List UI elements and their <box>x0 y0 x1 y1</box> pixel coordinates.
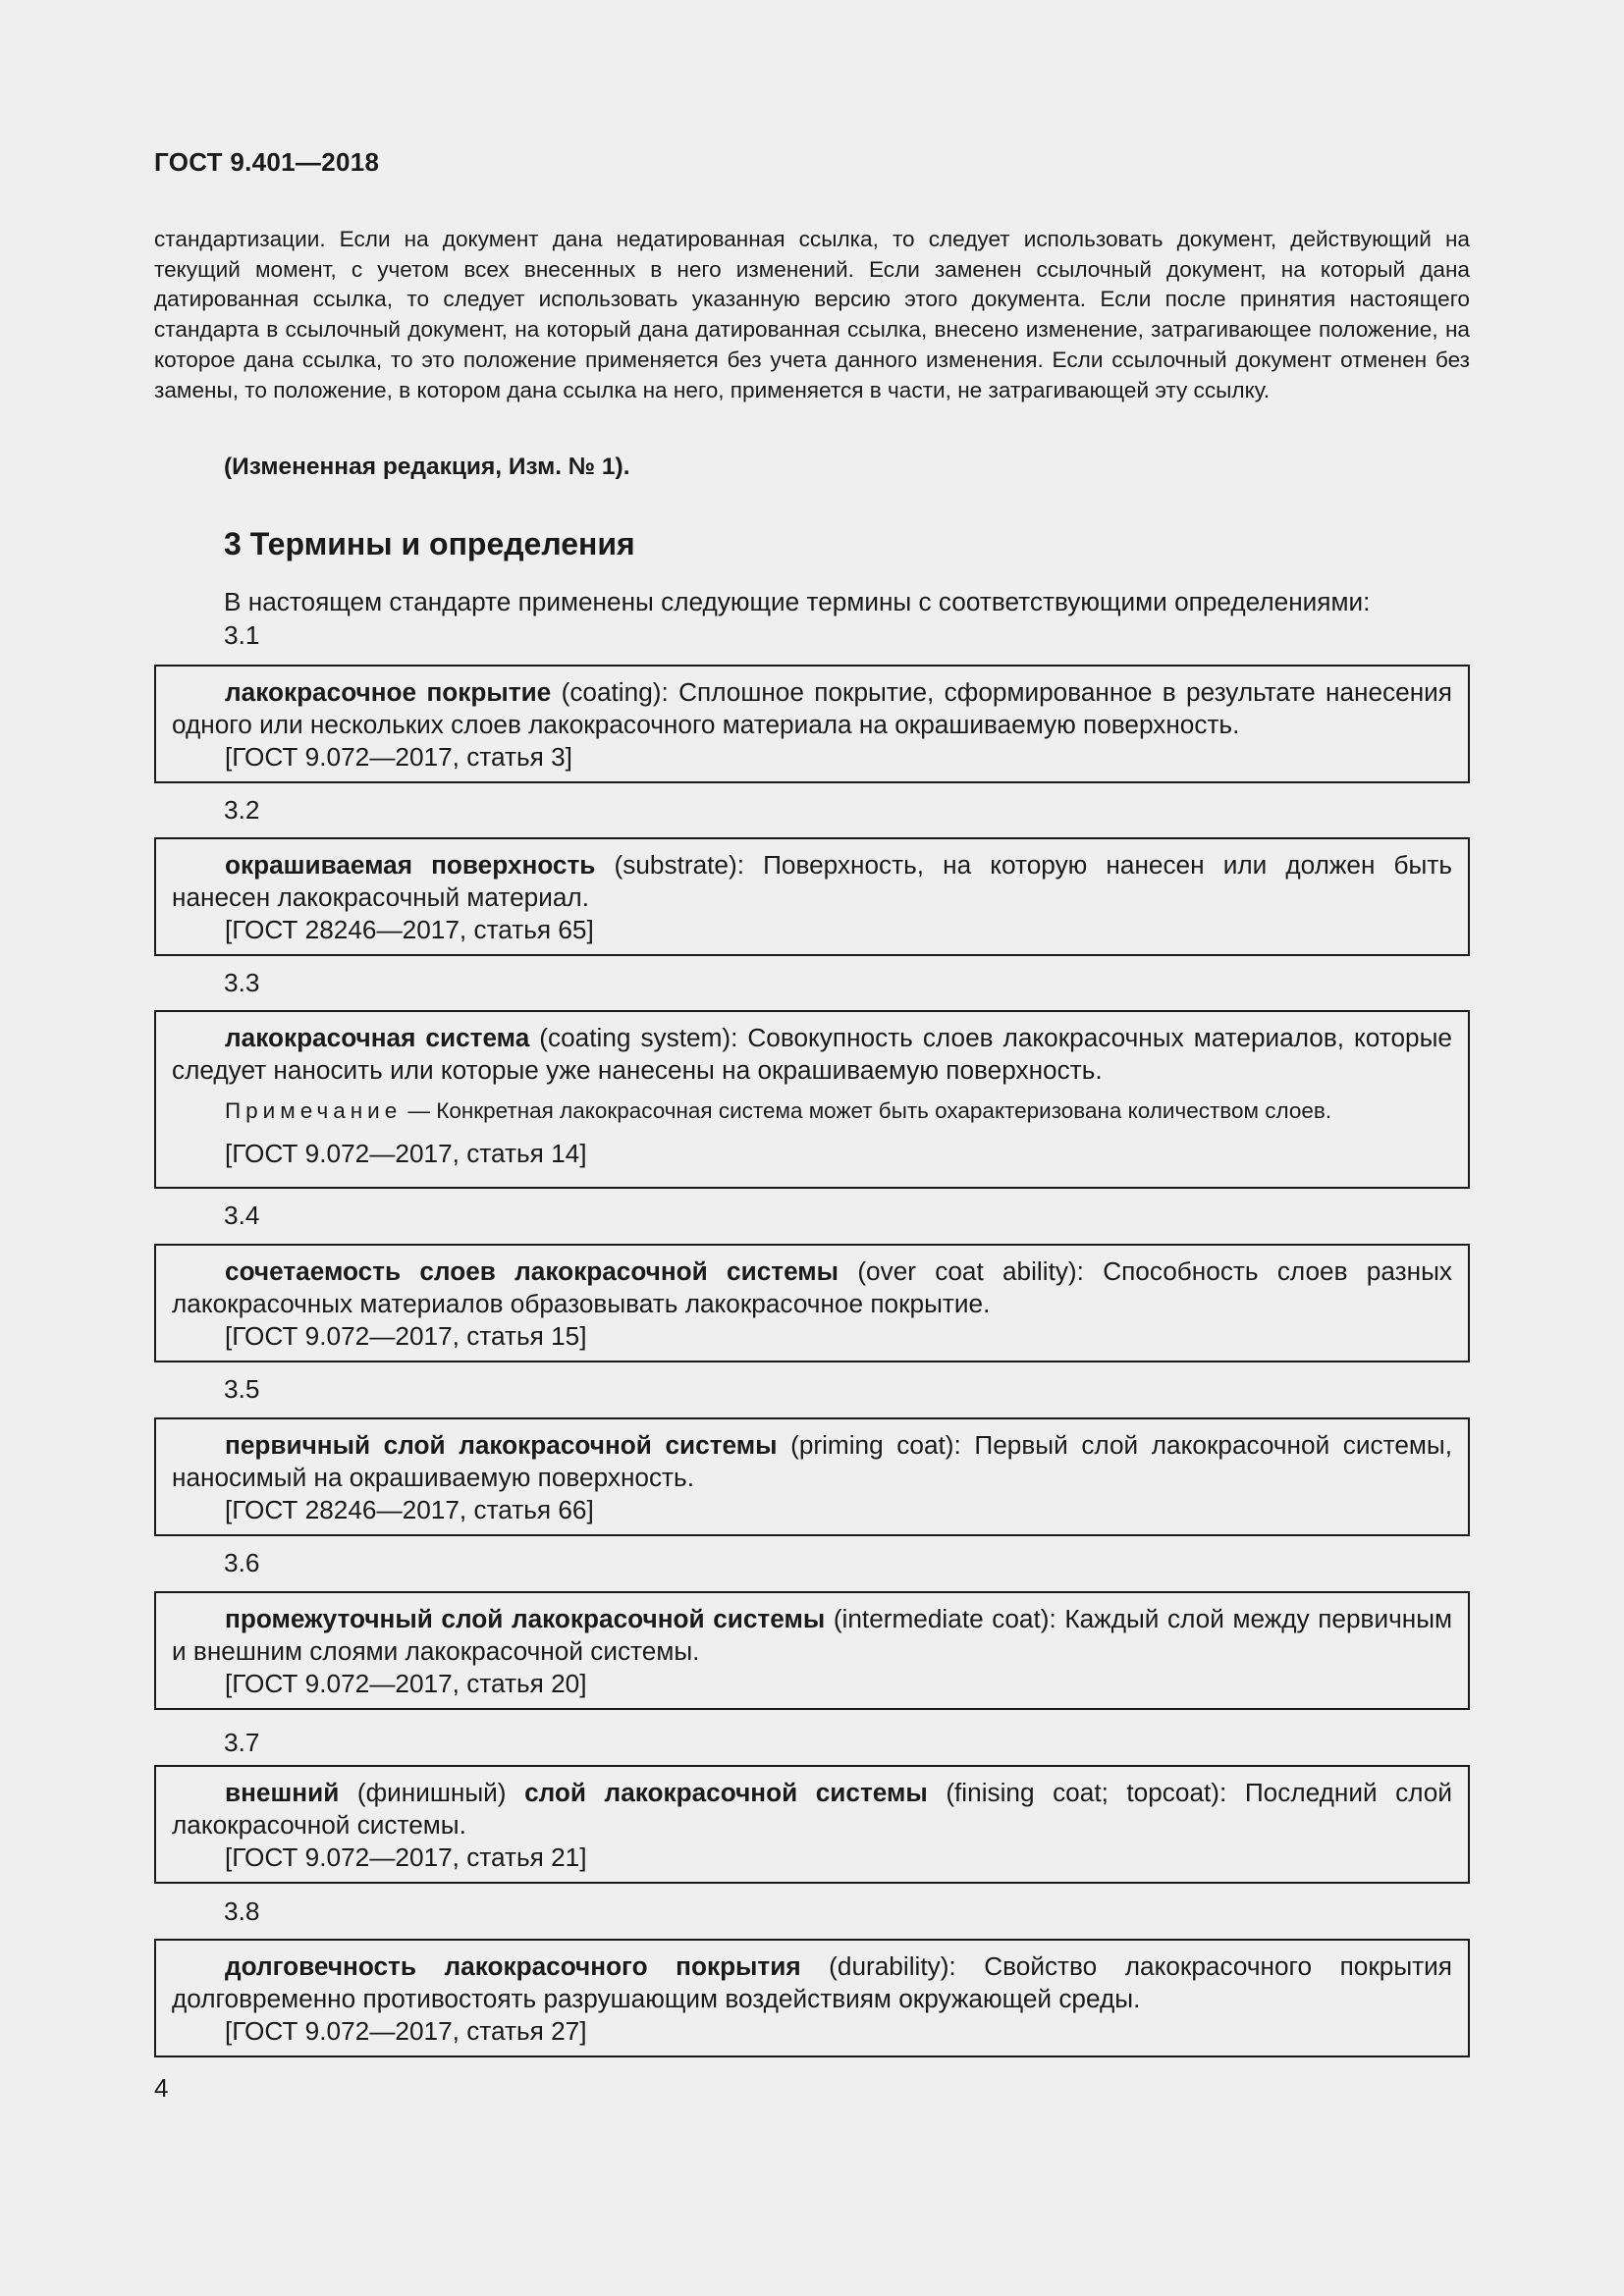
document-header: ГОСТ 9.401—2018 <box>154 147 380 177</box>
term-definition <box>172 676 1452 741</box>
term-name: внешний <box>225 1778 340 1807</box>
term-entry <box>154 1010 1470 1189</box>
intro-paragraph: стандартизации. Если на документ дана недатированная ссылка, то следует использовать документ, действующий на текущий момент, с учетом всех внесенных в него изменений. Если заменен ссылочный документ, на который дана датированная ссылка, то следует использовать указанную версию этого документа. Если после принятия настоящего стандарта в ссылочный документ, на который дана датированная ссылка, внесено изменение, затрагивающее положение, на которое дана ссылка, то это положение применяется без учета данного изменения. Если ссылочный документ отменен без замены, то положение, в котором дана ссылка на него, применяется в части, не затрагивающей эту ссылку. <box>154 227 1470 402</box>
term-english: (coating) <box>561 677 662 707</box>
term-entry <box>154 1939 1470 2057</box>
term-english: (priming coat) <box>790 1430 954 1460</box>
term-entry <box>154 837 1470 956</box>
term-number: 3.3 <box>224 968 260 997</box>
term-text: : Способность слоев разных лакокрасочных материалов образовывать лакокрасочное покрытие. <box>172 1256 1453 1318</box>
term-text: : Каждый слой между первичным и внешним слоями лакокрасочной системы. <box>172 1604 1453 1666</box>
term-entry <box>154 1591 1470 1710</box>
term-entry <box>154 1417 1470 1536</box>
note-label: Примечание <box>225 1098 403 1123</box>
term-reference: [ГОСТ 9.072—2017, статья 15] <box>225 1321 587 1351</box>
term-english: (over coat ability) <box>857 1256 1077 1286</box>
term-reference: [ГОСТ 28246—2017, статья 65] <box>225 915 594 944</box>
term-number: 3.6 <box>224 1548 260 1577</box>
term-reference: [ГОСТ 9.072—2017, статья 21] <box>225 1842 587 1872</box>
term-name-rest: слой лакокрасочной системы <box>524 1778 928 1807</box>
term-entry <box>154 665 1470 783</box>
term-english: (finising coat; topcoat) <box>946 1778 1220 1807</box>
term-number: 3.4 <box>224 1201 260 1230</box>
term-english: (substrate) <box>614 850 737 880</box>
section-title: 3 Термины и определения <box>224 526 635 561</box>
term-name: промежуточный слой лакокрасочной системы <box>225 1604 826 1633</box>
term-name: сочетаемость слоев лакокрасочной системы <box>225 1256 839 1286</box>
term-text: : Поверхность, на которую нанесен или должен быть нанесен лакокрасочный материал. <box>172 850 1453 912</box>
term-entry <box>154 1244 1470 1362</box>
term-number: 3.5 <box>224 1374 260 1404</box>
term-definition <box>172 1022 1452 1087</box>
term-aside: (финишный) <box>356 1778 507 1807</box>
term-name: долговечность лакокрасочного покрытия <box>225 1951 801 1981</box>
term-name: лакокрасочная система <box>225 1023 530 1052</box>
document-page <box>154 0 1470 2296</box>
term-name: первичный слой лакокрасочной системы <box>225 1430 778 1460</box>
term-definition <box>172 1950 1452 2015</box>
term-text: : Свойство лакокрасочного покрытия долговременно противостоять разрушающим воздействиям окружающей среды. <box>172 1951 1452 2013</box>
term-reference: [ГОСТ 9.072—2017, статья 20] <box>225 1669 587 1698</box>
term-number: 3.7 <box>224 1728 260 1757</box>
term-reference: [ГОСТ 28246—2017, статья 66] <box>225 1495 594 1524</box>
term-text: : Последний слой лакокрасочной системы. <box>172 1778 1452 1840</box>
term-name: лакокрасочное покрытие <box>225 677 552 707</box>
term-text: : Совокупность слоев лакокрасочных материалов, которые следует наносить или которые уже нанесены на окрашиваемую поверхность. <box>172 1023 1452 1085</box>
term-definition <box>172 849 1452 914</box>
term-name: окрашиваемая поверхность <box>225 850 596 880</box>
term-english: (durability) <box>829 1951 949 1981</box>
term-number: 3.1 <box>224 620 260 650</box>
term-definition <box>172 1429 1452 1494</box>
term-reference: [ГОСТ 9.072—2017, статья 27] <box>225 2016 587 2046</box>
term-number: 3.2 <box>224 795 260 825</box>
term-english: (coating system) <box>539 1023 731 1052</box>
term-definition <box>172 1777 1452 1842</box>
term-text: : Сплошное покрытие, сформированное в результате нанесения одного или нескольких слоев лакокрасочного материала на окрашиваемую поверхность. <box>172 677 1452 739</box>
term-reference: [ГОСТ 9.072—2017, статья 3] <box>225 742 572 772</box>
term-number: 3.8 <box>224 1896 260 1926</box>
term-definition <box>172 1603 1452 1668</box>
term-english: (intermediate coat) <box>833 1604 1050 1633</box>
term-note <box>172 1096 1452 1126</box>
term-entry <box>154 1765 1470 1884</box>
term-definition <box>172 1255 1452 1320</box>
note-text: — Конкретная лакокрасочная система может быть охарактеризована количеством слоев. <box>407 1098 1332 1123</box>
page-number: 4 <box>154 2073 169 2103</box>
term-reference: [ГОСТ 9.072—2017, статья 14] <box>225 1139 587 1168</box>
amendment-note: (Измененная редакция, Изм. № 1). <box>224 454 630 480</box>
section-intro: В настоящем стандарте применены следующие термины с соответствующими определениями: <box>224 587 1371 616</box>
term-text: : Первый слой лакокрасочной системы, наносимый на окрашиваемую поверхность. <box>172 1430 1452 1492</box>
